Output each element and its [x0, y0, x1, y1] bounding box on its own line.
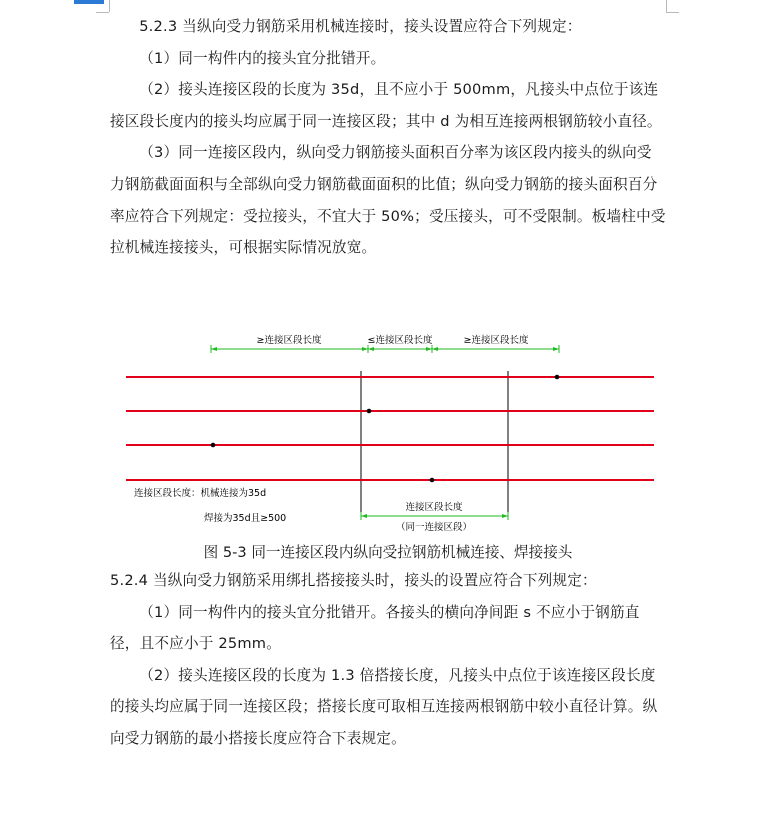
joint-point: [211, 443, 216, 448]
joint-point: [555, 375, 560, 380]
page-corner-marker: [74, 0, 104, 4]
clause-item-3: （3）同一连接区段内，纵向受力钢筋接头面积百分率为该区段内接头的纵向受力钢筋截面面积与全部纵向受力钢筋截面面积的比值；纵向受力钢筋的接头面积百分率应符合下列规定：受拉接头，不宜大于 50%；受压接头，可不受限制。板墙柱中受拉机械连接接头，可根据实际情况放宽。: [110, 144, 666, 257]
clause-item-2: （2）接头连接区段的长度为 1.3 倍搭接长度，凡接头中点位于该连接区段长度的接头均应属于同一连接区段；搭接长度可取相互连接两根钢筋中较小直径计算。纵向受力钢筋的最小搭接长度应符合下表规定。: [110, 666, 658, 747]
joint-diagram: [118, 328, 668, 538]
section-5-2-4: [110, 565, 666, 755]
joint-point: [367, 409, 372, 414]
bottom-sublabel: （同一连接区段）: [395, 522, 473, 533]
crop-mark-left: [96, 12, 109, 13]
crop-mark-right: [666, 12, 679, 13]
top-label-1: ≥连接区段长度: [256, 335, 322, 346]
top-label-3: ≥连接区段长度: [463, 335, 529, 346]
joint-diagram-svg: [118, 328, 668, 538]
left-note-2: 焊接为35d且≥500: [204, 513, 287, 524]
section-5-2-3: [110, 11, 666, 264]
top-dimension-line: [211, 345, 559, 353]
bottom-label: 连接区段长度: [405, 502, 463, 513]
clause-item-2: （2）接头连接区段的长度为 35d，且不应小于 500mm，凡接头中点位于该连接区段长度内的接头均应属于同一连接区段；其中 d 为相互连接两根钢筋较小直径。: [110, 81, 662, 130]
figure-caption: 图 5-3 同一连接区段内纵向受拉钢筋机械连接、焊接接头: [203, 544, 573, 561]
joint-point: [430, 478, 435, 483]
section-heading: 5.2.3 当纵向受力钢筋采用机械连接时，接头设置应符合下列规定：: [139, 18, 582, 35]
clause-item-1: （1）同一构件内的接头宜分批错开。各接头的横向净间距 s 不应小于钢筋直径，且不应小于 25mm。: [110, 603, 640, 653]
crop-mark-right: [666, 0, 667, 12]
clause-item-1: （1）同一构件内的接头宜分批错开。: [139, 49, 386, 67]
top-label-2: ≤连接区段长度: [367, 335, 433, 346]
section-heading: 5.2.4 当纵向受力钢筋采用绑扎搭接接头时，接头的设置应符合下列规定：: [110, 572, 597, 589]
left-note-1: 连接区段长度：机械连接为35d: [134, 488, 267, 499]
bottom-dimension-line: [361, 512, 508, 520]
